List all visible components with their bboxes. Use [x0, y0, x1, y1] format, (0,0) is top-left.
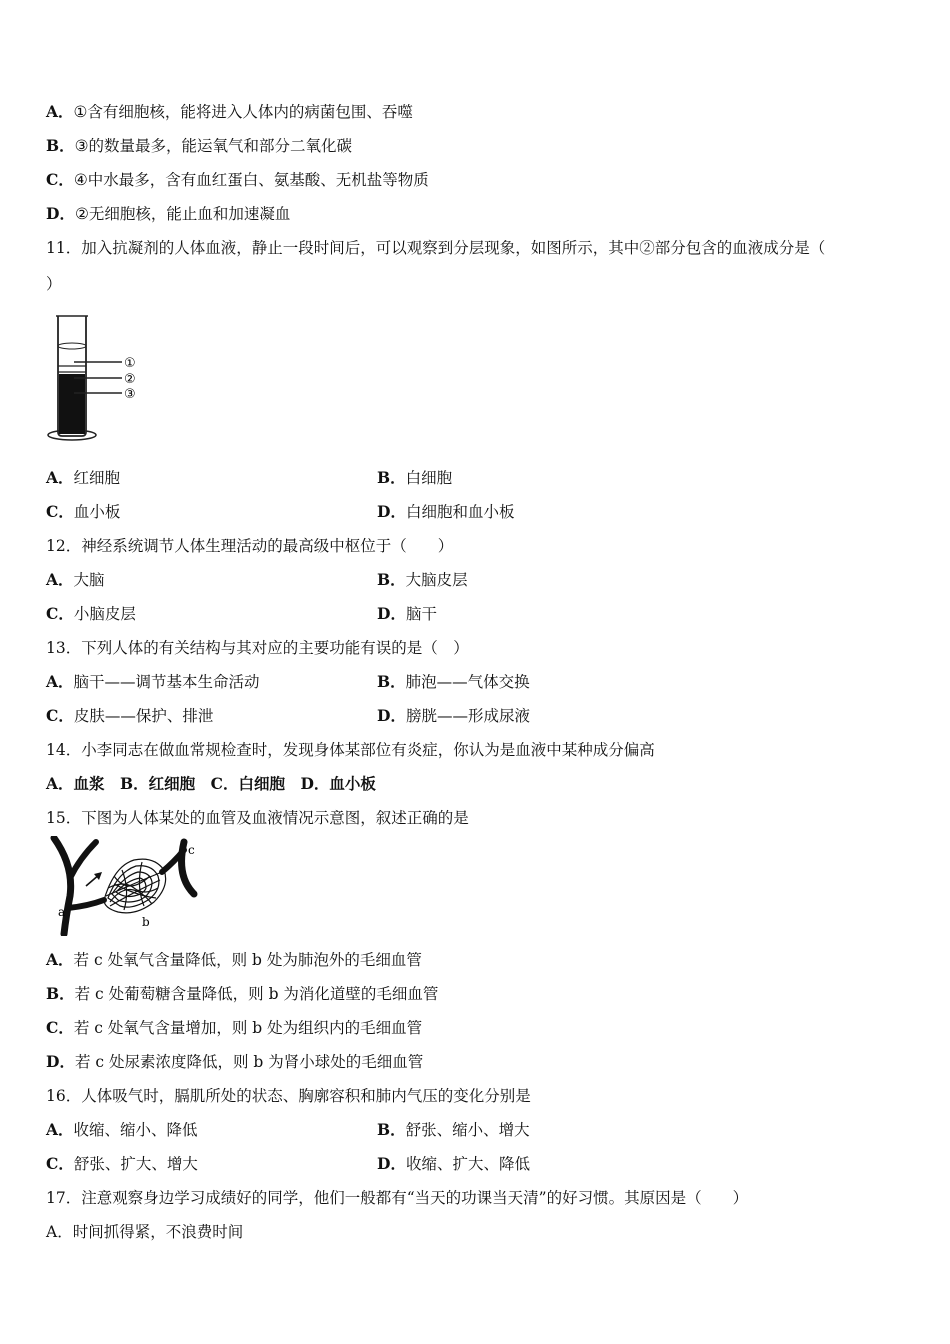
q12-option-b: B．大脑皮层: [377, 570, 468, 589]
q15-stem: 15．下图为人体某处的血管及血液情况示意图，叙述正确的是: [46, 809, 469, 827]
q11-option-d: D．白细胞和血小板: [377, 502, 515, 521]
q14-stem: 14．小李同志在做血常规检查时，发现身体某部位有炎症，你认为是血液中某种成分偏高: [46, 741, 655, 759]
capillary-network-figure: [44, 836, 200, 936]
q12-stem: 12．神经系统调节人体生理活动的最高级中枢位于（ ）: [46, 537, 454, 555]
tube-label-1: ①: [124, 356, 136, 371]
tube-label-3: ③: [124, 387, 136, 402]
q12-option-c: C．小脑皮层: [46, 604, 136, 623]
q13-option-a: A．脑干——调节基本生命活动: [46, 672, 260, 691]
q15-option-c: C．若 c 处氧气含量增加，则 b 处为组织内的毛细血管: [46, 1018, 423, 1037]
q13-stem: 13．下列人体的有关结构与其对应的主要功能有误的是（ ）: [46, 639, 469, 657]
q11-option-b: B．白细胞: [377, 468, 453, 487]
q16-option-a: A．收缩、缩小、降低: [46, 1120, 198, 1139]
q16-option-c: C．舒张、扩大、增大: [46, 1154, 198, 1173]
q16-option-d: D．收缩、扩大、降低: [377, 1154, 530, 1173]
q13-option-b: B．肺泡——气体交换: [377, 672, 530, 691]
q11-stem: 11．加入抗凝剂的人体血液，静止一段时间后，可以观察到分层现象，如图所示，其中②部分包含的血液成分是（: [46, 239, 826, 257]
q10-option-a: A．①含有细胞核，能将进入人体内的病菌包围、吞噬: [46, 102, 413, 121]
q11-option-c: C．血小板: [46, 502, 121, 521]
q15-option-b: B．若 c 处葡萄糖含量降低，则 b 为消化道壁的毛细血管: [46, 984, 439, 1003]
q16-stem: 16．人体吸气时，膈肌所处的状态、胸廓容积和肺内气压的变化分别是: [46, 1087, 531, 1105]
q11-stem-cont: ）: [46, 275, 62, 293]
q15-option-a: A．若 c 处氧气含量降低，则 b 处为肺泡外的毛细血管: [46, 950, 422, 969]
tube-red-cell-layer: [59, 374, 85, 434]
vessel-a: [54, 838, 71, 934]
q12-option-d: D．脑干: [377, 604, 437, 623]
q13-option-d: D．膀胱——形成尿液: [377, 706, 530, 725]
q10-option-d: D．②无细胞核，能止血和加速凝血: [46, 204, 291, 223]
q10-option-c: C．④中水最多，含有血红蛋白、氨基酸、无机盐等物质: [46, 170, 429, 189]
q14-options: A．血浆 B．红细胞 C．白细胞 D．血小板: [46, 774, 376, 793]
figure-label-a: a: [58, 905, 66, 919]
q13-option-c: C．皮肤——保护、排泄: [46, 706, 214, 725]
figure-label-c: c: [188, 843, 195, 857]
q17-option-a: A．时间抓得紧，不浪费时间: [46, 1223, 244, 1241]
blood-test-tube-figure: [44, 306, 154, 446]
q11-option-a: A．红细胞: [46, 468, 121, 487]
tube-label-2: ②: [124, 372, 136, 387]
q12-option-a: A．大脑: [46, 570, 105, 589]
q15-option-d: D．若 c 处尿素浓度降低，则 b 为肾小球处的毛细血管: [46, 1052, 424, 1071]
q10-option-b: B．③的数量最多，能运氧气和部分二氧化碳: [46, 136, 353, 155]
capillary-bed-b: [104, 859, 166, 913]
q16-option-b: B．舒张、缩小、增大: [377, 1120, 530, 1139]
q17-stem: 17．注意观察身边学习成绩好的同学，他们一般都有“当天的功课当天清”的好习惯。其原因是（ ）: [46, 1189, 749, 1207]
figure-label-b: b: [142, 915, 150, 929]
